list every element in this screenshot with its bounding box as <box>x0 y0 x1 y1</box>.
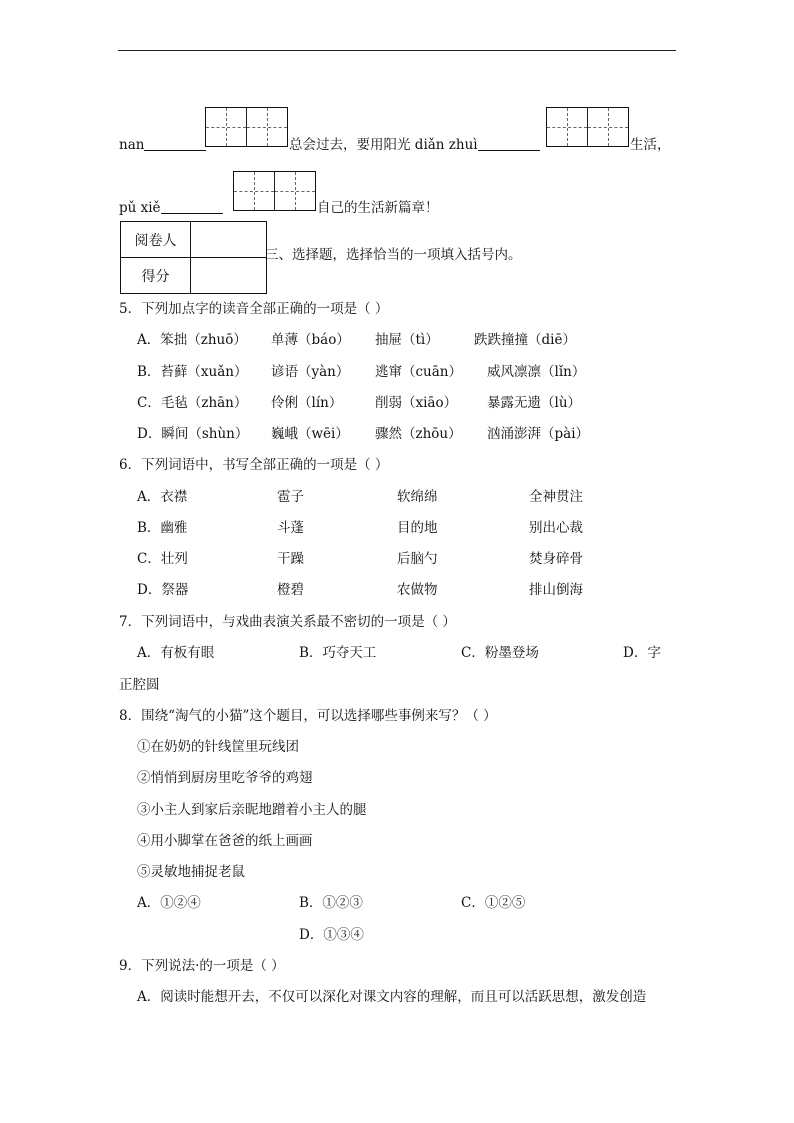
fill-text-line-2: 自己的生活新篇章！ <box>317 200 439 216</box>
answer-blank[interactable] <box>161 199 223 214</box>
q8-option: C．①②⑤ <box>461 895 526 911</box>
writing-grid-1[interactable] <box>205 107 288 147</box>
writing-grid-3[interactable] <box>233 171 316 211</box>
fill-line-1-middle <box>289 136 540 154</box>
question-8-stem: 8．围绕“淘气的小猫”这个题目，可以选择哪些事例来写？（ ） <box>119 708 497 724</box>
question-7-stem: 7．下列词语中，与戏曲表演关系最不密切的一项是（ ） <box>119 614 456 630</box>
q5-option: B．苔藓（xuǎn） <box>137 364 248 380</box>
score-cell[interactable] <box>191 258 267 294</box>
q5-word: 抽屉（tì） <box>375 332 439 348</box>
q5-word: 跌跌撞撞（diē） <box>474 332 576 348</box>
q6-option: A．衣襟 <box>137 489 188 505</box>
q5-word: 削弱（xiāo） <box>375 395 458 411</box>
q8-option: D．①③④ <box>299 927 364 943</box>
q7-option: A．有板有眼 <box>137 645 215 661</box>
pinyin-dianzhui: diǎn zhuì <box>414 137 478 153</box>
writing-grid-2[interactable] <box>546 107 629 147</box>
grader-cell[interactable] <box>191 222 267 258</box>
q6-word: 雹子 <box>277 489 304 505</box>
q7-option: B．巧夺天工 <box>299 645 377 661</box>
q7-option: C．粉墨登场 <box>461 645 539 661</box>
grader-label: 阅卷人 <box>121 222 191 258</box>
q6-option: D．祭器 <box>137 582 189 598</box>
question-6-stem: 6．下列词语中，书写全部正确的一项是（ ） <box>119 457 389 473</box>
section-title: 三、选择题，选择恰当的一项填入括号内。 <box>265 247 522 263</box>
q5-option: D．瞬间（shùn） <box>137 426 249 442</box>
q6-word: 排山倒海 <box>529 582 583 598</box>
q6-option: B．幽雅 <box>137 520 188 536</box>
q6-word: 干躁 <box>277 551 304 567</box>
q5-word: 暴露无遗（lù） <box>487 395 582 411</box>
header-rule <box>118 50 676 51</box>
q6-word: 全神贯注 <box>529 489 583 505</box>
q6-word: 橙碧 <box>277 582 304 598</box>
q5-option: A．笨拙（zhuō） <box>137 332 247 348</box>
q6-word: 焚身碎骨 <box>529 551 583 567</box>
q6-word: 后脑勺 <box>397 551 438 567</box>
score-table <box>120 221 267 294</box>
question-9-stem: 9．下列说法·的一项是（ ） <box>119 958 285 974</box>
q6-word: 斗蓬 <box>277 520 304 536</box>
q5-option: C．毛毡（zhān） <box>137 395 248 411</box>
q5-word: 谚语（yàn） <box>271 364 350 380</box>
q8-item: ③小主人到家后亲昵地蹭着小主人的腿 <box>137 802 367 818</box>
q6-option: C．壮列 <box>137 551 188 567</box>
q8-item: ②悄悄到厨房里吃爷爷的鸡翅 <box>137 770 313 786</box>
q9-option-a: A．阅读时能想开去，不仅可以深化对课文内容的理解，而且可以活跃思想，激发创造 <box>137 989 647 1005</box>
q8-option: B．①②③ <box>299 895 363 911</box>
q6-word: 软绵绵 <box>397 489 438 505</box>
q5-word: 骤然（zhōu） <box>375 426 462 442</box>
q5-word: 巍峨（wēi） <box>271 426 349 442</box>
q7-continuation: 正腔圆 <box>119 677 160 693</box>
answer-blank[interactable] <box>478 136 540 151</box>
pinyin-nan: nan <box>119 137 145 153</box>
q8-item: ⑤灵敏地捕捉老鼠 <box>137 864 245 880</box>
fill-line-2 <box>119 199 223 217</box>
fill-text-a: 总会过去，要用阳光 <box>289 137 411 153</box>
q6-word: 别出心裁 <box>529 520 583 536</box>
q5-word: 单薄（báo） <box>271 332 350 348</box>
fill-line-1 <box>119 136 206 154</box>
q6-word: 农做物 <box>397 582 438 598</box>
question-5-stem: 5．下列加点字的读音全部正确的一项是（ ） <box>119 301 389 317</box>
q5-word: 伶俐（lín） <box>271 395 343 411</box>
q5-word: 汹涌澎湃（pài） <box>487 426 590 442</box>
q8-option: A．①②④ <box>137 895 201 911</box>
pinyin-puxie: pǔ xiě <box>119 200 161 216</box>
q5-word: 威风凛凛（lǐn） <box>487 364 586 380</box>
q8-item: ①在奶奶的针线筐里玩线团 <box>137 739 299 755</box>
q8-item: ④用小脚掌在爸爸的纸上画画 <box>137 833 313 849</box>
q7-option: D．字 <box>623 645 661 661</box>
fill-text-b: 生活， <box>630 137 671 153</box>
q6-word: 目的地 <box>397 520 438 536</box>
score-label: 得分 <box>121 258 191 294</box>
q5-word: 逃窜（cuān） <box>375 364 462 380</box>
answer-blank[interactable] <box>144 136 206 151</box>
